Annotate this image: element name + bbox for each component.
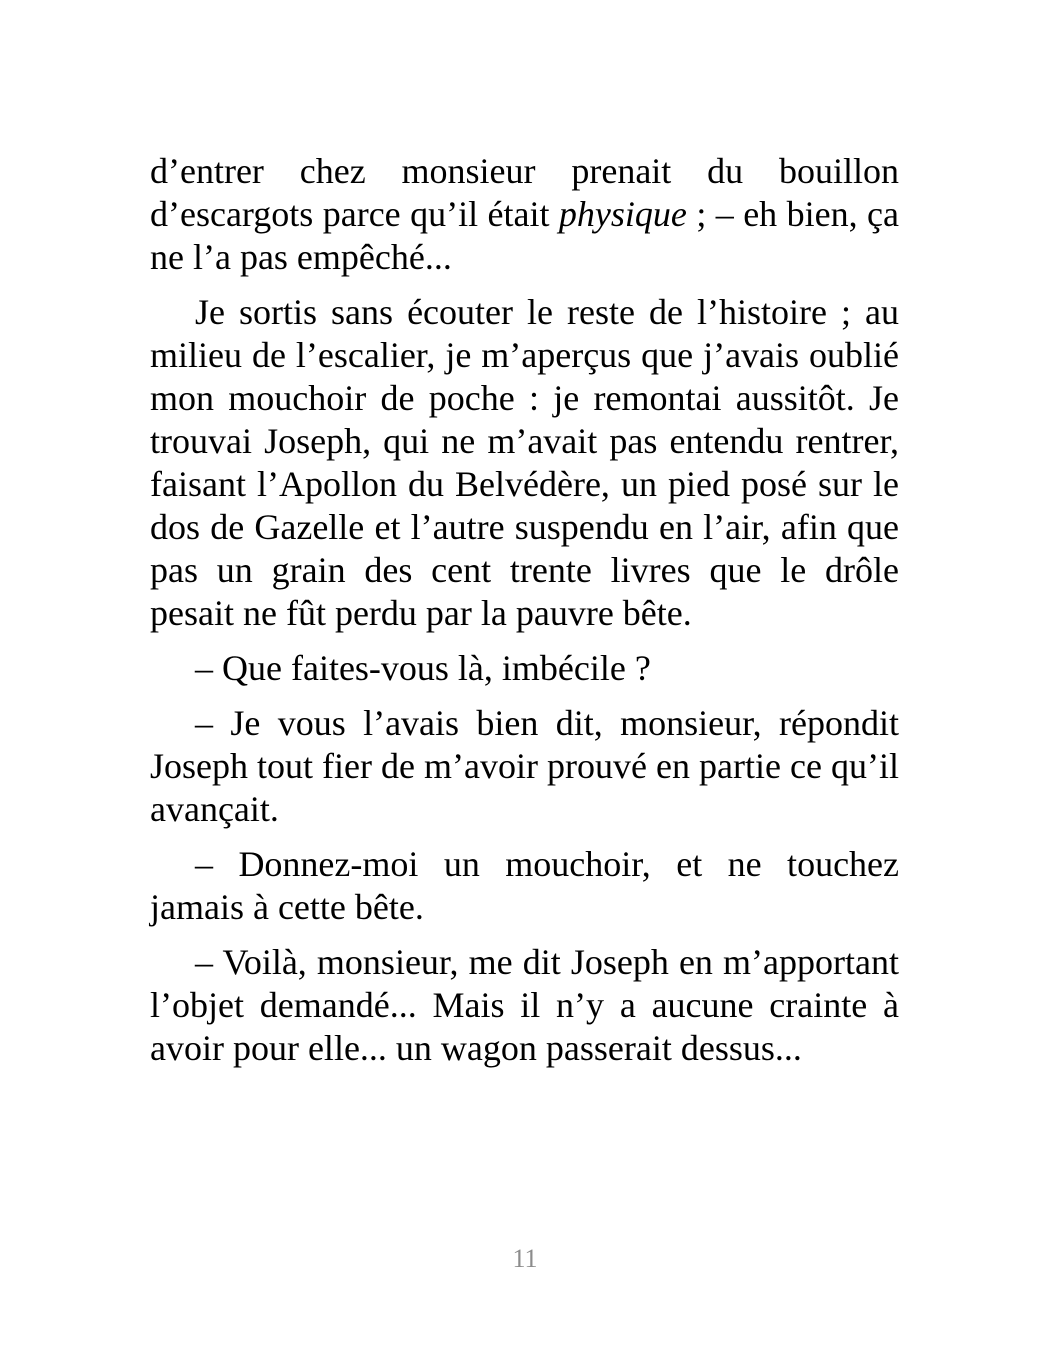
paragraph-narration: Je sortis sans écouter le reste de l’histoire ; au milieu de l’escalier, je m’aperçus que j’avais oublié mon mouchoir de poche : je remontai aussitôt. Je trouvai Joseph, qui ne m’avait pas entendu rentrer, faisant l’Apollon du Belvédère, un pied posé sur le dos de Gazelle et l’autre suspendu en l’air, afin que pas un grain des cent trente livres que le drôle pesait ne fût perdu par la pauvre bête.: [150, 292, 899, 633]
dialogue-line: – Je vous l’avais bien dit, monsieur, répondit Joseph tout fier de m’avoir prouvé en partie ce qu’il avançait.: [150, 703, 899, 829]
page-number: 11: [512, 1244, 538, 1273]
dialogue-line: – Voilà, monsieur, me dit Joseph en m’apportant l’objet demandé... Mais il n’y a aucune crainte à avoir pour elle... un wagon passerait dessus...: [150, 942, 899, 1068]
dialogue-line: – Donnez-moi un mouchoir, et ne touchez jamais à cette bête.: [150, 844, 899, 927]
emphasized-word: physique: [558, 194, 687, 234]
page-body-text: [150, 150, 899, 1082]
paragraph-continuation: [150, 150, 899, 279]
paragraph-1-text-end: ; – eh bien, ça ne l’a pas empêché...: [150, 194, 899, 277]
paragraph-1-text-start: d’entrer chez monsieur prenait du bouillon d’escargots parce qu’il était: [150, 151, 899, 234]
dialogue-line: – Que faites-vous là, imbécile ?: [195, 648, 651, 688]
